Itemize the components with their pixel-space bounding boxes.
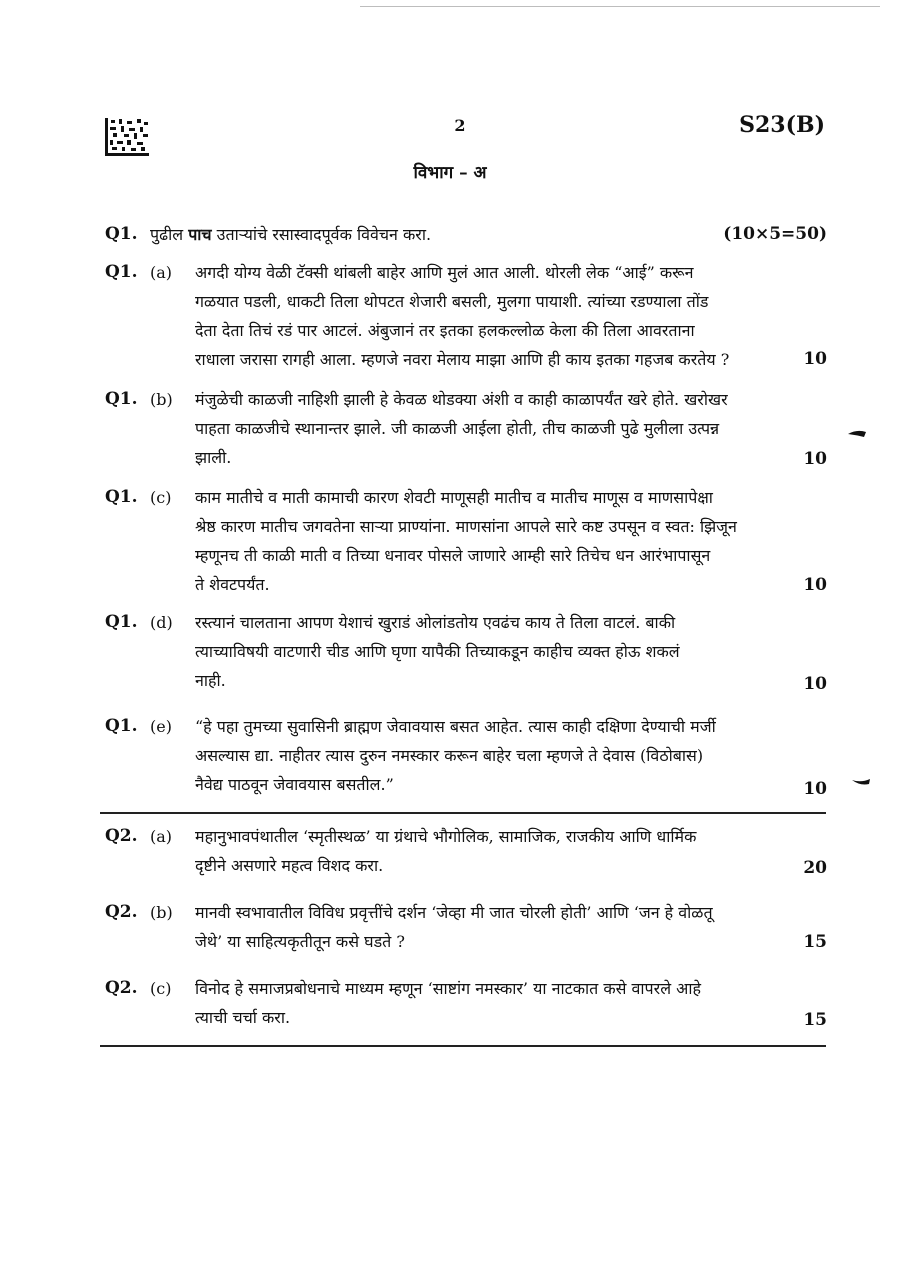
question-marks: 10 (803, 449, 827, 469)
question-number: Q1. (105, 262, 138, 282)
question-number: Q2. (105, 826, 138, 846)
question-number: Q1. (105, 389, 138, 409)
scan-mark (848, 430, 866, 438)
question-marks: 10 (803, 674, 827, 694)
question-sub-label: (b) (150, 903, 173, 922)
question-q2a (105, 822, 827, 882)
question-text: मानवी स्वभावातील विविध प्रवृत्तींचे दर्शन ‘जेव्हा मी जात चोरली होती’ आणि ‘जन हे वोळतू जेथे’ या साहित्यकृतीतून कसे घडते ? (195, 903, 713, 951)
question-number: Q1. (105, 487, 138, 507)
scan-mark (852, 778, 870, 786)
question-number: Q2. (105, 978, 138, 998)
question-sub-label: (c) (150, 979, 172, 998)
question-text: विनोद हे समाजप्रबोधनाचे माध्यम म्हणून ‘साष्टांग नमस्कार’ या नाटकात कसे वापरले आहे त्याची चर्चा करा. (195, 979, 701, 1027)
question-text: काम मातीचे व माती कामाची कारण शेवटी माणूसही मातीच व मातीच माणूस व माणसापेक्षा श्रेष्ठ कारण मातीच जगवतेना साऱ्या प्राण्यांना. माणसांना आपले सारे कष्ट उपसून व स्वत: झिजून म्हणूनच ती काळी माती व तिच्या धनावर पोसले जाणारे आम्ही सारे तिचेच धन आरंभापासून ते शेवटपर्यंत. (195, 488, 737, 594)
question-q2c (105, 974, 827, 1034)
paper-code: S23(B) (739, 112, 825, 138)
question-text: अगदी योग्य वेळी टॅक्सी थांबली बाहेर आणि मुलं आत आली. थोरली लेक “आई” करून गळयात पडली, धाकटी तिला थोपटत शेजारी बसली, मुलगा पायाशी. त्यांच्या रडण्याला तोंड देता देता तिचं रडं पार आटलं. अंबुजानं तर इतका हलकल्लोळ केला की तिला आवरताना राधाला जरासा रागही आला. म्हणजे नवरा मेलाय माझा आणि ही काय इतका गहजब करतेय ? (195, 263, 730, 369)
question-number: Q2. (105, 902, 138, 922)
end-divider (100, 1045, 826, 1047)
question-q1c (105, 483, 827, 599)
question-number: Q1. (105, 716, 138, 736)
question-sub-label: (b) (150, 390, 173, 409)
question-marks: 10 (803, 779, 827, 799)
section-title: विभाग – अ (413, 163, 487, 183)
scan-edge-line (360, 6, 880, 7)
question-q1a (105, 258, 827, 374)
question-sub-label: (d) (150, 613, 173, 632)
question-q1e (105, 712, 827, 800)
question-sub-label: (a) (150, 263, 173, 282)
question-marks: 10 (803, 349, 827, 369)
question-text: मंजुळेची काळजी नाहिशी झाली हे केवळ थोडक्या अंशी व काही काळापर्यंत खरे होते. खरोखर पाहता काळजीचे स्थानान्तर झाले. जी काळजी आईला होती, तीच काळजी पुढे मुलीला उत्पन्न झाली. (195, 390, 728, 467)
datamatrix-code (105, 118, 149, 156)
question-sub-label: (c) (150, 488, 172, 507)
question-marks: 10 (803, 575, 827, 595)
question-text: रस्त्यानं चालताना आपण येशाचं खुराडं ओलांडतोय एवढंच काय ते तिला वाटलं. बाकी त्याच्याविषयी वाटणारी चीड आणि घृणा यापैकी तिच्याकडून काहीच व्यक्त होऊ शकलं नाही. (195, 613, 680, 690)
question-q1b (105, 385, 827, 473)
total-marks: (10×5=50) (723, 224, 827, 244)
question-sub-label: (e) (150, 717, 172, 736)
page-number: 2 (454, 116, 466, 135)
question-q2b (105, 898, 827, 958)
question-marks: 20 (803, 858, 827, 878)
question-number: Q1. (105, 612, 138, 632)
question-text: महानुभावपंथातील ‘स्मृतीस्थळ’ या ग्रंथाचे भौगोलिक, सामाजिक, राजकीय आणि धार्मिक दृष्टीने असणारे महत्व विशद करा. (195, 827, 697, 875)
question-marks: 15 (803, 932, 827, 952)
question-text: “हे पहा तुमच्या सुवासिनी ब्राह्मण जेवावयास बसत आहेत. त्यास काही दक्षिणा देण्याची मर्जी असल्यास द्या. नाहीतर त्यास दुरुन नमस्कार करून बाहेर चला म्हणजे ते देवास (विठोबास) नैवेद्य पाठवून जेवावयास बसतील.” (195, 717, 716, 794)
question-marks: 15 (803, 1010, 827, 1030)
instruction-text: पुढील पाच उताऱ्यांचे रसास्वादपूर्वक विवेचन करा. (150, 225, 432, 244)
question-q1d (105, 608, 827, 696)
section-divider (100, 812, 826, 814)
question-sub-label: (a) (150, 827, 173, 846)
question-number: Q1. (105, 224, 138, 244)
instruction-row (105, 220, 827, 250)
